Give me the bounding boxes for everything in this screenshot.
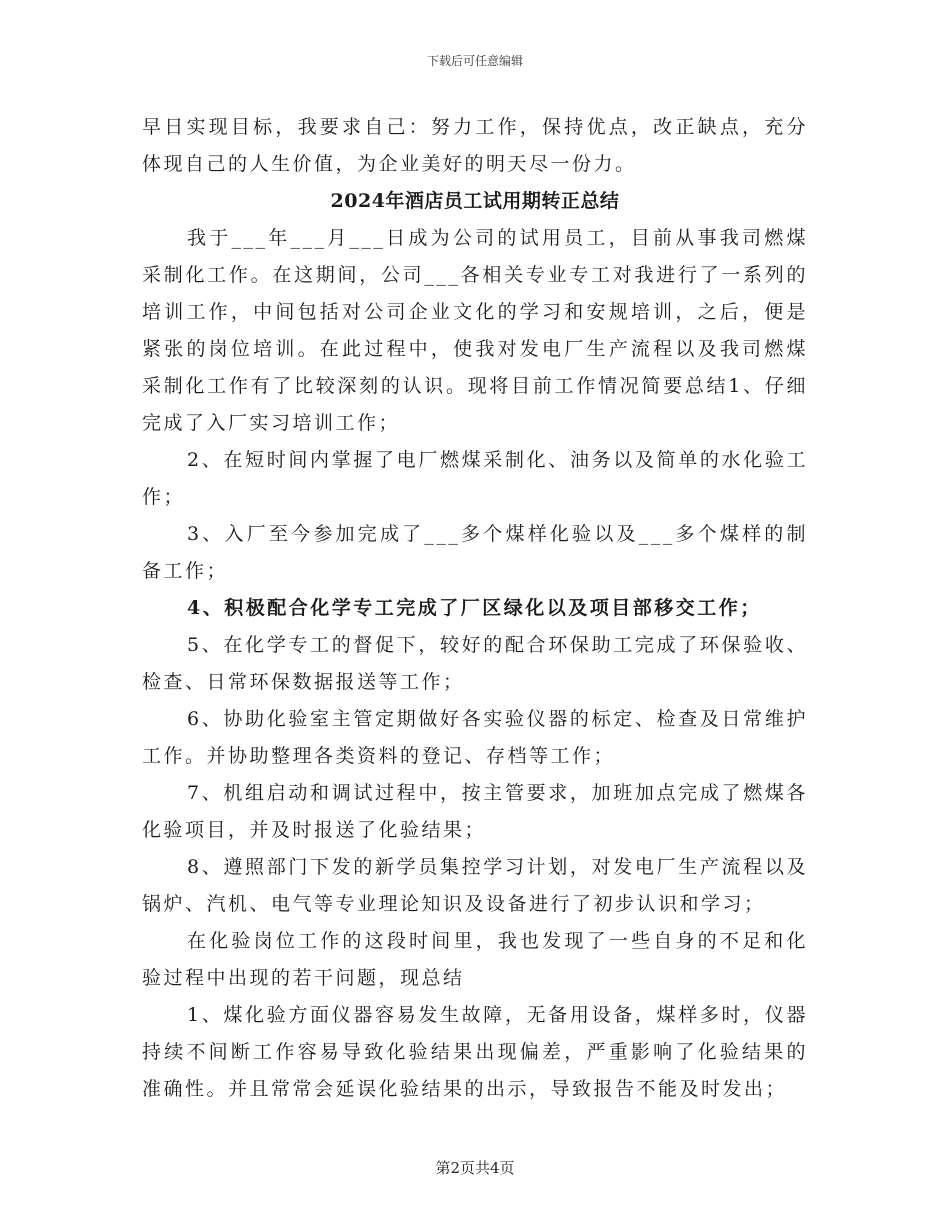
paragraph-item-2: 2、在短时间内掌握了电厂燃煤采制化、油务以及简单的水化验工作； <box>142 449 808 508</box>
page-header-note: 下载后可任意编辑 <box>426 54 523 68</box>
paragraph-item-7: 7、机组启动和调试过程中，按主管要求，加班加点完成了燃煤各化验项目，并及时报送了化验结果； <box>142 782 808 841</box>
paragraph-item-3: 3、入厂至今参加完成了___多个煤样化验以及___多个煤样的制备工作； <box>142 523 808 582</box>
paragraph-item-5: 5、在化学专工的督促下，较好的配合环保助工完成了环保验收、检查、日常环保数据报送等工作； <box>142 634 808 693</box>
paragraph-problem-1: 1、煤化验方面仪器容易发生故障，无备用设备，煤样多时，仪器持续不间断工作容易导致化验结果出现偏差，严重影响了化验结果的准确性。并且常常会延误化验结果的出示，导致报告不能及时发出； <box>142 1004 808 1100</box>
paragraph-item-8: 8、遵照部门下发的新学员集控学习计划，对发电厂生产流程以及锅炉、汽机、电气等专业理论知识及设备进行了初步认识和学习； <box>142 856 808 915</box>
paragraph-item-6: 6、协助化验室主管定期做好各实验仪器的标定、检查及日常维护工作。并协助整理各类资料的登记、存档等工作； <box>142 708 808 767</box>
document-title: 2024年酒店员工试用期转正总结 <box>330 190 620 212</box>
document-body <box>142 109 808 1108</box>
page-number: 第2页共4页 <box>435 1159 515 1177</box>
paragraph-item-4: 4、积极配合化学专工完成了厂区绿化以及项目部移交工作； <box>187 597 762 619</box>
intro-paragraph: 早日实现目标，我要求自己：努力工作，保持优点，改正缺点，充分体现自己的人生价值，为企业美好的明天尽一份力。 <box>142 116 808 175</box>
paragraph-intro-training: 我于___年___月___日成为公司的试用员工，目前从事我司燃煤采制化工作。在这期间，公司___各相关专业专工对我进行了一系列的培训工作，中间包括对公司企业文化的学习和安规培训，之后，便是紧张的岗位培训。在此过程中，使我对发电厂生产流程以及我司燃煤采制化工作有了比较深刻的认识。现将目前工作情况简要总结1、仔细完成了入厂实习培训工作； <box>142 227 808 434</box>
paragraph-shortcomings-intro: 在化验岗位工作的这段时间里，我也发现了一些自身的不足和化验过程中出现的若干问题，现总结 <box>142 930 808 989</box>
